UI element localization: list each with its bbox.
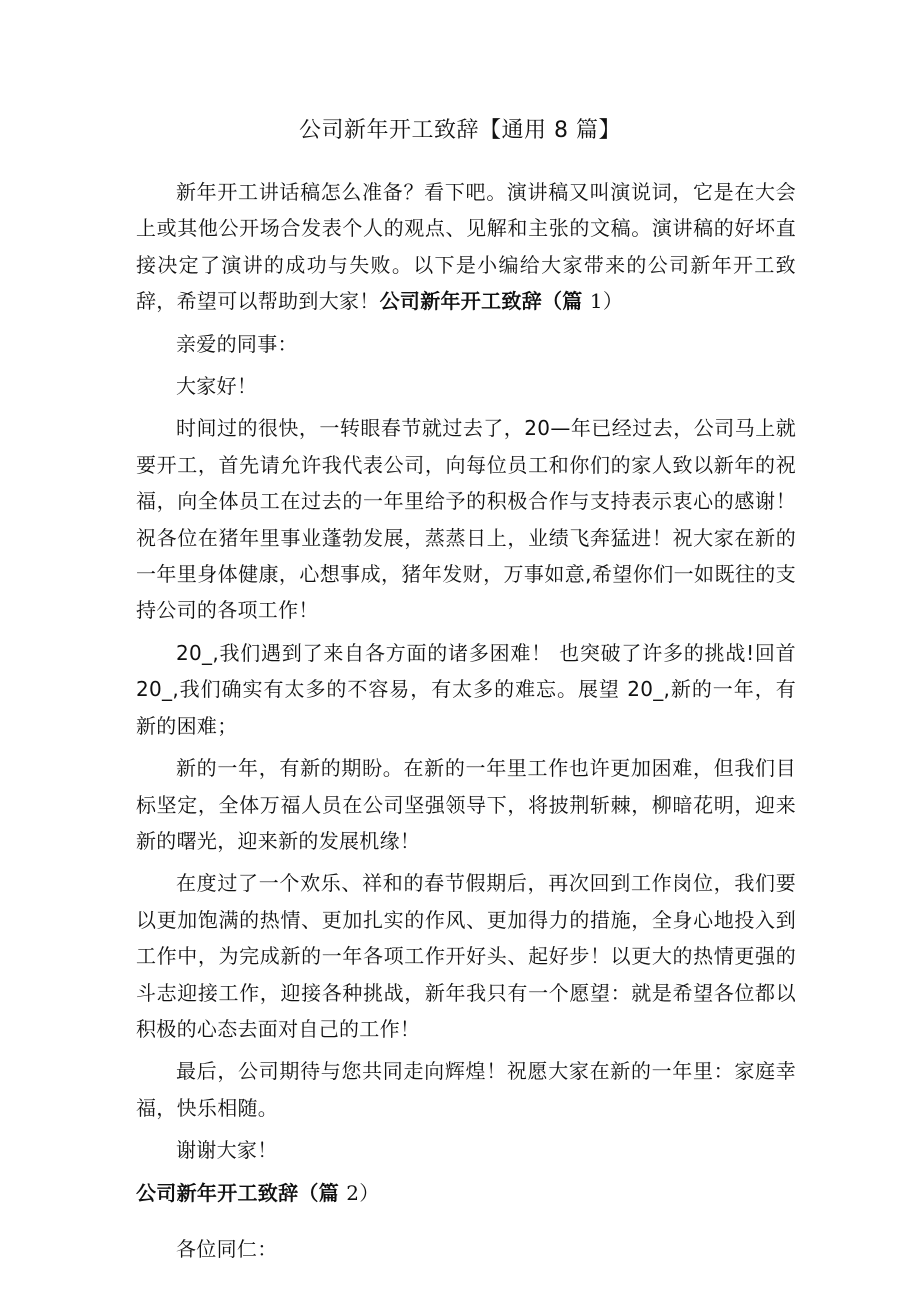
body-paragraph-3: 新的一年，有新的期盼。在新的一年里工作也许更加困难，但我们目标坚定，全体万福人员在公司坚强领导下，将披荆斩棘，柳暗花明，迎来新的曙光，迎来新的发展机缘！ <box>136 756 796 853</box>
intro-text: 新年开工讲话稿怎么准备？看下吧。演讲稿又叫演说词，它是在大会上或其他公开场合发表个人的观点、见解和主张的文稿。演讲稿的好坏直接决定了演讲的成功与失败。以下是小编给大家带来的公司新年开工致辞，希望可以帮助到大家！ <box>136 180 796 314</box>
thanks-paragraph: 谢谢大家！ <box>176 1138 278 1163</box>
spacer <box>136 1211 796 1231</box>
body-paragraph-4: 在度过了一个欢乐、祥和的春节假期后，再次回到工作岗位，我们要以更加饱满的热情、更加扎实的作风、更加得力的措施，全身心地投入到工作中，为完成新的一年各项工作开好头、起好步！以更大的热情更强的斗志迎接工作，迎接各种挑战，新年我只有一个愿望：就是希望各位都以积极的心态去面对自己的工作！ <box>136 871 796 1041</box>
greeting-paragraph: 亲爱的同事： <box>176 331 298 356</box>
section1-heading-inline <box>380 289 624 313</box>
greeting2-paragraph: 各位同仁： <box>176 1236 278 1261</box>
section2-heading-text: 公司新年开工致辞（篇 <box>136 1180 339 1205</box>
intro-paragraph <box>136 174 796 320</box>
section2-heading <box>136 1175 796 1211</box>
section1-heading-number: 1） <box>589 289 624 314</box>
body-paragraph-5: 最后，公司期待与您共同走向辉煌！祝愿大家在新的一年里：家庭幸福，快乐相随。 <box>136 1059 796 1120</box>
body-paragraph-2: 20_,我们遇到了来自各方面的诸多困难！ 也突破了许多的挑战!回首 20_,我们确实有太多的不容易，有太多的难忘。展望 20_,新的一年，有新的困难； <box>136 640 796 738</box>
section1-heading-text: 公司新年开工致辞（篇 <box>379 289 583 314</box>
document-body <box>136 174 796 1267</box>
body-paragraph-1: 时间过的很快，一转眼春节就过去了，20—年已经过去，公司马上就要开工，首先请允许我代表公司，向每位员工和你们的家人致以新年的祝福，向全体员工在过去的一年里给予的积极合作与支持表示衷心的感谢！祝各位在猪年里事业蓬勃发展，蒸蒸日上，业绩飞奔猛进！祝大家在新的一年里身体健康，心想事成，猪年发财，万事如意,希望你们一如既往的支持公司的各项工作！ <box>136 416 796 623</box>
hello-paragraph: 大家好！ <box>176 374 258 399</box>
section2-heading-number: 2） <box>346 1180 380 1205</box>
document-title: 公司新年开工致辞【通用 8 篇】 <box>299 118 621 143</box>
